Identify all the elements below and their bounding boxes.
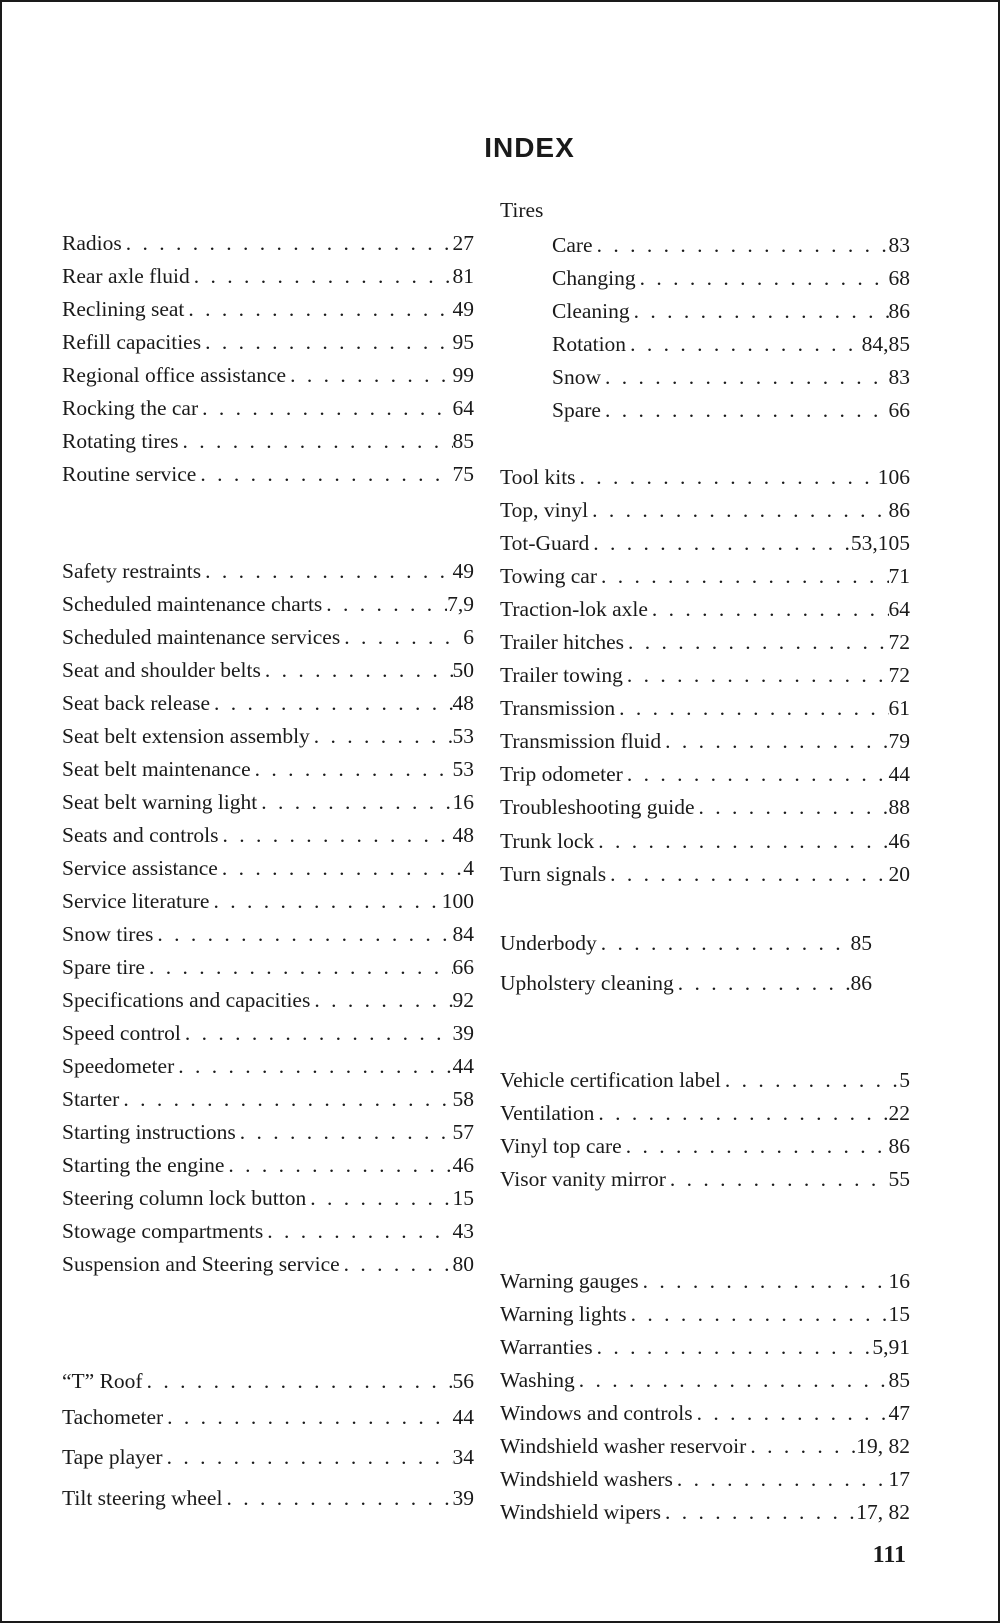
index-entry (62, 1119, 474, 1145)
index-entry (500, 1301, 910, 1327)
index-entry (500, 861, 910, 887)
entry-label: Steering column lock button (62, 1186, 307, 1210)
entry-page: 34 (452, 1445, 474, 1469)
entry-page: 56 (452, 1369, 474, 1393)
index-entry (62, 723, 474, 749)
entry-page: 85 (452, 429, 474, 453)
entry-label: Snow (552, 365, 601, 389)
leader-dots (693, 1400, 889, 1426)
entry-page: 46 (452, 1153, 474, 1177)
index-entry (62, 1485, 474, 1511)
index-entry (62, 954, 474, 980)
leader-dots (636, 265, 889, 291)
tires-heading: Tires (500, 198, 544, 222)
index-entry (500, 1334, 910, 1360)
page-number: 111 (872, 1542, 906, 1568)
leader-dots (163, 1444, 453, 1470)
entry-page: 4 (463, 856, 474, 880)
index-entry (500, 1100, 910, 1126)
index-entry (62, 624, 474, 650)
index-entry (62, 1152, 474, 1178)
index-entry (500, 497, 910, 523)
entry-label: Trunk lock (500, 829, 595, 853)
index-entry (62, 822, 474, 848)
entry-label: Ventilation (500, 1101, 595, 1125)
entry-page: 49 (452, 559, 474, 583)
entry-label: Trailer towing (500, 663, 623, 687)
index-entry (500, 464, 910, 490)
leader-dots (310, 723, 453, 749)
index-entry (62, 1185, 474, 1211)
entry-label: “T” Roof (62, 1369, 143, 1393)
entry-label: Speedometer (62, 1054, 175, 1078)
entry-page: 66 (888, 398, 910, 422)
entry-page: 64 (452, 396, 474, 420)
index-entry (62, 362, 474, 388)
entry-page: 44 (452, 1054, 474, 1078)
entry-page: 61 (888, 696, 910, 720)
leader-dots (601, 397, 889, 423)
leader-dots (143, 1368, 453, 1394)
page-title: INDEX (484, 132, 575, 163)
index-entry (62, 789, 474, 815)
entry-page: 66 (452, 955, 474, 979)
index-entry (62, 230, 474, 256)
index-entry (500, 728, 910, 754)
leader-dots (615, 695, 888, 721)
entry-label: Changing (552, 266, 636, 290)
index-entry (500, 1499, 910, 1525)
index-entry (62, 395, 474, 421)
entry-label: Spare (552, 398, 601, 422)
entry-label: Vinyl top care (500, 1134, 622, 1158)
index-entry (62, 756, 474, 782)
entry-page: 72 (888, 630, 910, 654)
entry-label: Specifications and capacities (62, 988, 311, 1012)
entry-label: Rotating tires (62, 429, 179, 453)
entry-label: Seat belt warning light (62, 790, 258, 814)
entry-page: 20 (888, 862, 910, 886)
index-sub-entry (500, 298, 910, 324)
entry-label: Trip odometer (500, 762, 623, 786)
entry-page: 5 (899, 1068, 910, 1092)
leader-dots (623, 761, 889, 787)
leader-dots (639, 1268, 889, 1294)
index-entry (62, 329, 474, 355)
index-entry (500, 1067, 910, 1093)
index-entry (62, 558, 474, 584)
index-sub-entry (500, 331, 910, 357)
index-entry (500, 970, 872, 996)
leader-dots (594, 1100, 888, 1126)
leader-dots (236, 1119, 453, 1145)
index-entry (62, 1404, 474, 1430)
entry-page: 15 (452, 1186, 474, 1210)
index-entry (62, 888, 474, 914)
index-sub-entry (500, 364, 910, 390)
entry-page: 48 (452, 823, 474, 847)
index-entry (500, 1133, 910, 1159)
leader-dots (601, 364, 889, 390)
entry-label: Cleaning (552, 299, 630, 323)
leader-dots (661, 1499, 856, 1525)
index-entry (62, 1053, 474, 1079)
index-entry (500, 794, 910, 820)
entry-page: 86 (888, 299, 910, 323)
entry-label: Transmission fluid (500, 729, 662, 753)
index-entry (62, 1086, 474, 1112)
index-entry (62, 461, 474, 487)
entry-page: 22 (888, 1101, 910, 1125)
leader-dots (627, 1301, 889, 1327)
leader-dots (593, 232, 889, 258)
leader-dots (594, 828, 888, 854)
leader-dots (746, 1433, 856, 1459)
entry-page: 81 (452, 264, 474, 288)
index-entry (62, 855, 474, 881)
leader-dots (674, 970, 851, 996)
entry-label: Seat belt extension assembly (62, 724, 310, 748)
leader-dots (263, 1218, 452, 1244)
entry-page: 99 (452, 363, 474, 387)
entry-label: Speed control (62, 1021, 181, 1045)
entry-page: 5,91 (872, 1335, 910, 1359)
entry-page: 16 (452, 790, 474, 814)
index-entry (62, 1218, 474, 1244)
index-sub-entry (500, 265, 910, 291)
index-entry (62, 690, 474, 716)
entry-label: Seat belt maintenance (62, 757, 251, 781)
entry-page: 7,9 (447, 592, 474, 616)
index-entry (500, 695, 910, 721)
leader-dots (626, 331, 862, 357)
leader-dots (673, 1466, 889, 1492)
entry-label: Underbody (500, 931, 597, 955)
entry-page: 71 (888, 564, 910, 588)
entry-label: Stowage compartments (62, 1219, 264, 1243)
entry-label: Tilt steering wheel (62, 1486, 223, 1510)
entry-label: Radios (62, 231, 122, 255)
entry-page: 6 (463, 625, 474, 649)
index-entry (62, 1020, 474, 1046)
entry-label: Spare tire (62, 955, 145, 979)
entry-label: Tot-Guard (500, 531, 590, 555)
leader-dots (224, 1152, 452, 1178)
entry-label: Regional office assistance (62, 363, 287, 387)
leader-dots (218, 855, 463, 881)
leader-dots (178, 428, 452, 454)
entry-label: Tool kits (500, 465, 576, 489)
entry-page: 50 (452, 658, 474, 682)
leader-dots (593, 1334, 873, 1360)
left-column (62, 2, 474, 1621)
entry-page: 49 (452, 297, 474, 321)
entry-label: Snow tires (62, 922, 154, 946)
leader-dots (119, 1086, 452, 1112)
leader-dots (163, 1404, 452, 1430)
index-entry (500, 761, 910, 787)
entry-page: 55 (888, 1167, 910, 1191)
entry-page: 86 (888, 1134, 910, 1158)
index-entry (500, 1433, 910, 1459)
entry-label: Care (552, 233, 593, 257)
leader-dots (122, 230, 453, 256)
entry-label: Visor vanity mirror (500, 1167, 666, 1191)
entry-page: 16 (888, 1269, 910, 1293)
index-entry (500, 530, 910, 556)
leader-dots (597, 563, 888, 589)
entry-page: 15 (888, 1302, 910, 1326)
leader-dots (145, 954, 453, 980)
leader-dots (153, 921, 452, 947)
leader-dots (306, 1185, 452, 1211)
entry-page: 88 (888, 795, 910, 819)
entry-label: Vehicle certification label (500, 1068, 721, 1092)
entry-page: 86 (888, 498, 910, 522)
entry-page: 44 (888, 762, 910, 786)
entry-page: 92 (452, 988, 474, 1012)
entry-page: 95 (452, 330, 474, 354)
entry-label: Rocking the car (62, 396, 199, 420)
entry-page: 17 (888, 1467, 910, 1491)
index-sub-entry (500, 232, 910, 258)
entry-page: 19, 82 (856, 1434, 910, 1458)
entry-page: 43 (452, 1219, 474, 1243)
index-entry (500, 828, 910, 854)
leader-dots (190, 263, 453, 289)
entry-label: Warning gauges (500, 1269, 639, 1293)
index-entry (62, 296, 474, 322)
entry-label: Tape player (62, 1445, 163, 1469)
index-entry (500, 1367, 910, 1393)
index-entry (500, 629, 910, 655)
entry-page: 100 (441, 889, 474, 913)
entry-label: Turn signals (500, 862, 607, 886)
leader-dots (201, 329, 452, 355)
entry-label: Warranties (500, 1335, 593, 1359)
leader-dots (340, 1251, 453, 1277)
entry-label: Warning lights (500, 1302, 627, 1326)
entry-page: 85 (888, 1368, 910, 1392)
leader-dots (624, 629, 888, 655)
entry-page: 48 (452, 691, 474, 715)
index-entry (500, 563, 910, 589)
index-sub-entry (500, 397, 910, 423)
entry-page: 47 (888, 1401, 910, 1425)
entry-page: 84,85 (861, 332, 910, 356)
leader-dots (286, 362, 452, 388)
entry-label: Scheduled maintenance services (62, 625, 341, 649)
index-entry (62, 263, 474, 289)
index-entry (62, 1251, 474, 1277)
leader-dots (310, 987, 452, 1013)
entry-label: Rotation (552, 332, 627, 356)
entry-page: 68 (888, 266, 910, 290)
entry-label: Reclining seat (62, 297, 185, 321)
leader-dots (196, 461, 452, 487)
entry-page: 58 (452, 1087, 474, 1111)
entry-label: Routine service (62, 462, 197, 486)
leader-dots (623, 662, 889, 688)
leader-dots (184, 296, 452, 322)
index-entry (500, 1466, 910, 1492)
entry-label: Rear axle fluid (62, 264, 190, 288)
leader-dots (251, 756, 453, 782)
entry-label: Towing car (500, 564, 598, 588)
entry-label: Starter (62, 1087, 120, 1111)
entry-label: Scheduled maintenance charts (62, 592, 323, 616)
index-entry (62, 987, 474, 1013)
entry-page: 86 (850, 971, 872, 995)
entry-label: Windshield wipers (500, 1500, 661, 1524)
leader-dots (622, 1133, 889, 1159)
entry-page: 84 (452, 922, 474, 946)
entry-label: Top, vinyl (500, 498, 589, 522)
entry-label: Seat and shoulder belts (62, 658, 261, 682)
entry-page: 53 (452, 724, 474, 748)
entry-page: 83 (888, 233, 910, 257)
leader-dots (174, 1053, 452, 1079)
entry-label: Transmission (500, 696, 616, 720)
leader-dots (666, 1166, 889, 1192)
leader-dots (721, 1067, 899, 1093)
entry-page: 27 (452, 231, 474, 255)
entry-label: Seats and controls (62, 823, 219, 847)
entry-page: 85 (850, 931, 872, 955)
index-entry (500, 1400, 910, 1426)
index-entry (500, 662, 910, 688)
entry-label: Trailer hitches (500, 630, 625, 654)
entry-page: 44 (452, 1405, 474, 1429)
entry-label: Suspension and Steering service (62, 1252, 340, 1276)
entry-page: 83 (888, 365, 910, 389)
leader-dots (210, 690, 452, 716)
leader-dots (340, 624, 463, 650)
entry-label: Safety restraints (62, 559, 202, 583)
leader-dots (648, 596, 889, 622)
index-entry (62, 1444, 474, 1470)
entry-page: 80 (452, 1252, 474, 1276)
entry-label: Windshield washer reservoir (500, 1434, 747, 1458)
entry-label: Seat back release (62, 691, 211, 715)
entry-label: Windows and controls (500, 1401, 693, 1425)
leader-dots (589, 530, 851, 556)
entry-page: 57 (452, 1120, 474, 1144)
index-entry (62, 1368, 474, 1394)
index-entry (500, 930, 872, 956)
leader-dots (198, 395, 452, 421)
entry-page: 79 (888, 729, 910, 753)
leader-dots (588, 497, 888, 523)
index-entry (62, 921, 474, 947)
entry-label: Washing (500, 1368, 575, 1392)
index-entry (62, 428, 474, 454)
entry-page: 17, 82 (856, 1500, 910, 1524)
leader-dots (575, 1367, 889, 1393)
entry-page: 53,105 (850, 531, 910, 555)
right-column (500, 2, 910, 1621)
index-entry (500, 596, 910, 622)
leader-dots (606, 861, 888, 887)
leader-dots (322, 591, 447, 617)
index-entry (62, 657, 474, 683)
leader-dots (630, 298, 889, 324)
leader-dots (257, 789, 452, 815)
entry-label: Refill capacities (62, 330, 202, 354)
leader-dots (201, 558, 452, 584)
entry-page: 72 (888, 663, 910, 687)
entry-page: 75 (452, 462, 474, 486)
entry-label: Service literature (62, 889, 210, 913)
leader-dots (597, 930, 851, 956)
leader-dots (661, 728, 888, 754)
index-entry (62, 591, 474, 617)
entry-label: Troubleshooting guide (500, 795, 695, 819)
entry-page: 53 (452, 757, 474, 781)
entry-page: 39 (452, 1021, 474, 1045)
leader-dots (181, 1020, 453, 1046)
leader-dots (576, 464, 878, 490)
entry-label: Upholstery cleaning (500, 971, 674, 995)
leader-dots (222, 1485, 452, 1511)
entry-label: Service assistance (62, 856, 218, 880)
entry-page: 64 (888, 597, 910, 621)
index-entry (500, 1166, 910, 1192)
entry-label: Starting instructions (62, 1120, 236, 1144)
entry-label: Windshield washers (500, 1467, 673, 1491)
entry-page: 106 (877, 465, 910, 489)
entry-label: Tachometer (62, 1405, 164, 1429)
entry-page: 46 (888, 829, 910, 853)
entry-page: 39 (452, 1486, 474, 1510)
leader-dots (218, 822, 452, 848)
leader-dots (209, 888, 441, 914)
leader-dots (261, 657, 453, 683)
entry-label: Starting the engine (62, 1153, 225, 1177)
leader-dots (695, 794, 889, 820)
index-entry (500, 1268, 910, 1294)
entry-label: Traction-lok axle (500, 597, 648, 621)
